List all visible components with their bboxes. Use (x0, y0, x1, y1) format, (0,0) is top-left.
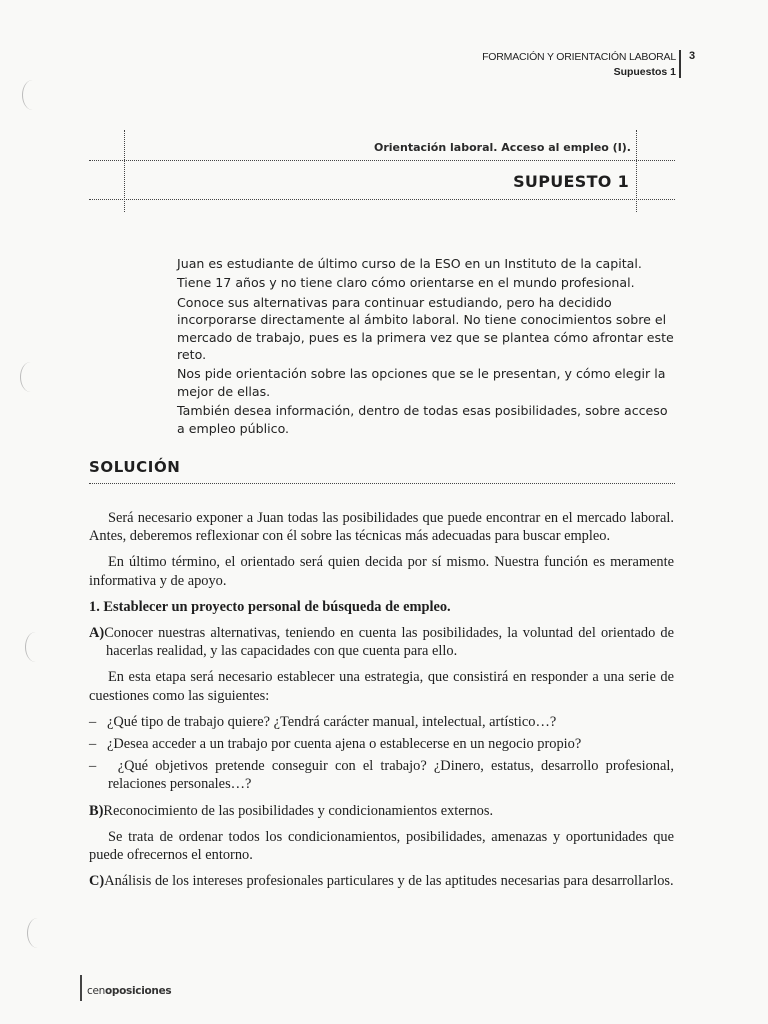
list-item-c (89, 872, 674, 890)
solution-body (89, 509, 674, 898)
statement-paragraph: Juan es estudiante de último curso de la ESO en un Instituto de la capital. (177, 256, 642, 271)
body-paragraph: Será necesario exponer a Juan todas las posibilidades que puede encontrar en el mercado laboral. Antes, deberemos reflexionar con él sobre las técnicas más adecuadas para buscar empleo. (89, 510, 674, 545)
question-text: ¿Qué objetivos pretende conseguir con el trabajo? ¿Dinero, estatus, desarrollo profesional, relaciones personales…? (108, 758, 674, 793)
page-number: 3 (689, 50, 696, 62)
body-paragraph: Se trata de ordenar todos los condicionamientos, posibilidades, amenazas y oportunidades que puede ofrecernos el entorno. (89, 828, 674, 864)
item-text: Análisis de los intereses profesionales particulares y de las aptitudes necesarias para desarrollarlos. (104, 873, 674, 890)
header-section: FORMACIÓN Y ORIENTACIÓN LABORAL (482, 51, 676, 63)
statement-paragraph: Conoce sus alternativas para continuar estudiando, pero ha decidido incorporarse directamente al ámbito laboral. No tiene conocimientos sobre el mercado de trabajo, pues es la primera vez que se plantea cómo afrontar este reto. (177, 294, 674, 363)
question-item: – ¿Qué tipo de trabajo quiere? ¿Tendrá carácter manual, intelectual, artístico…? (89, 713, 557, 730)
punch-hole-mark (27, 918, 48, 948)
header-divider (679, 50, 681, 78)
body-paragraph: En esta etapa será necesario establecer una estrategia, que consistirá en responder a una serie de cuestiones como las siguientes: (89, 669, 674, 704)
list-item-a (89, 624, 674, 660)
question-item: – ¿Desea acceder a un trabajo por cuenta ajena o establecerse en un negocio propio? (89, 736, 582, 753)
item-text: Conocer nuestras alternativas, teniendo en cuenta las posibilidades, la voluntad del orientado de hacerlas realidad, y las capacidades con que cuenta para ello. (104, 625, 674, 660)
box-title: SUPUESTO 1 (513, 172, 629, 191)
question-text: ¿Desea acceder a un trabajo por cuenta ajena o establecerse en un negocio propio? (107, 736, 582, 753)
section-heading: 1. Establecer un proyecto personal de búsqueda de empleo. (89, 598, 451, 615)
solution-heading: SOLUCIÓN (89, 458, 181, 476)
header-subsection: Supuestos 1 (613, 66, 676, 78)
solution-dotted-rule (89, 483, 675, 484)
statement-paragraph: Nos pide orientación sobre las opciones que se le presentan, y cómo elegir la mejor de ellas. (177, 366, 666, 399)
item-text: Reconocimiento de las posibilidades y condicionamientos externos. (103, 802, 494, 819)
case-statement (177, 255, 675, 439)
item-letter: A) (89, 625, 105, 642)
question-item: – ¿Qué objetivos pretende conseguir con el trabajo? ¿Dinero, estatus, desarrollo profesional, relaciones personales…? (89, 758, 674, 793)
punch-hole-mark (22, 80, 43, 110)
question-text: ¿Qué tipo de trabajo quiere? ¿Tendrá carácter manual, intelectual, artístico…? (107, 713, 557, 730)
logo-part-cen: cen (87, 985, 105, 997)
body-paragraph: En último término, el orientado será quien decida por sí mismo. Nuestra función es meramente informativa y de apoyo. (89, 554, 674, 589)
item-letter: B) (89, 802, 104, 819)
publisher-logo (87, 985, 171, 997)
logo-part-oposiciones: oposiciones (105, 985, 172, 997)
list-item-b (89, 802, 674, 820)
item-letter: C) (89, 873, 105, 890)
box-subtitle: Orientación laboral. Acceso al empleo (I). (374, 141, 631, 154)
footer-divider (80, 975, 82, 1001)
box-middle-dotted-line (89, 160, 675, 161)
statement-paragraph: Tiene 17 años y no tiene claro cómo orientarse en el mundo profesional. (177, 275, 635, 291)
punch-hole-mark (25, 632, 46, 662)
box-bottom-dotted-line (89, 199, 675, 200)
running-header (482, 50, 676, 80)
statement-paragraph: También desea información, dentro de todas esas posibilidades, sobre acceso a empleo público. (177, 403, 668, 436)
punch-hole-mark (20, 362, 41, 392)
